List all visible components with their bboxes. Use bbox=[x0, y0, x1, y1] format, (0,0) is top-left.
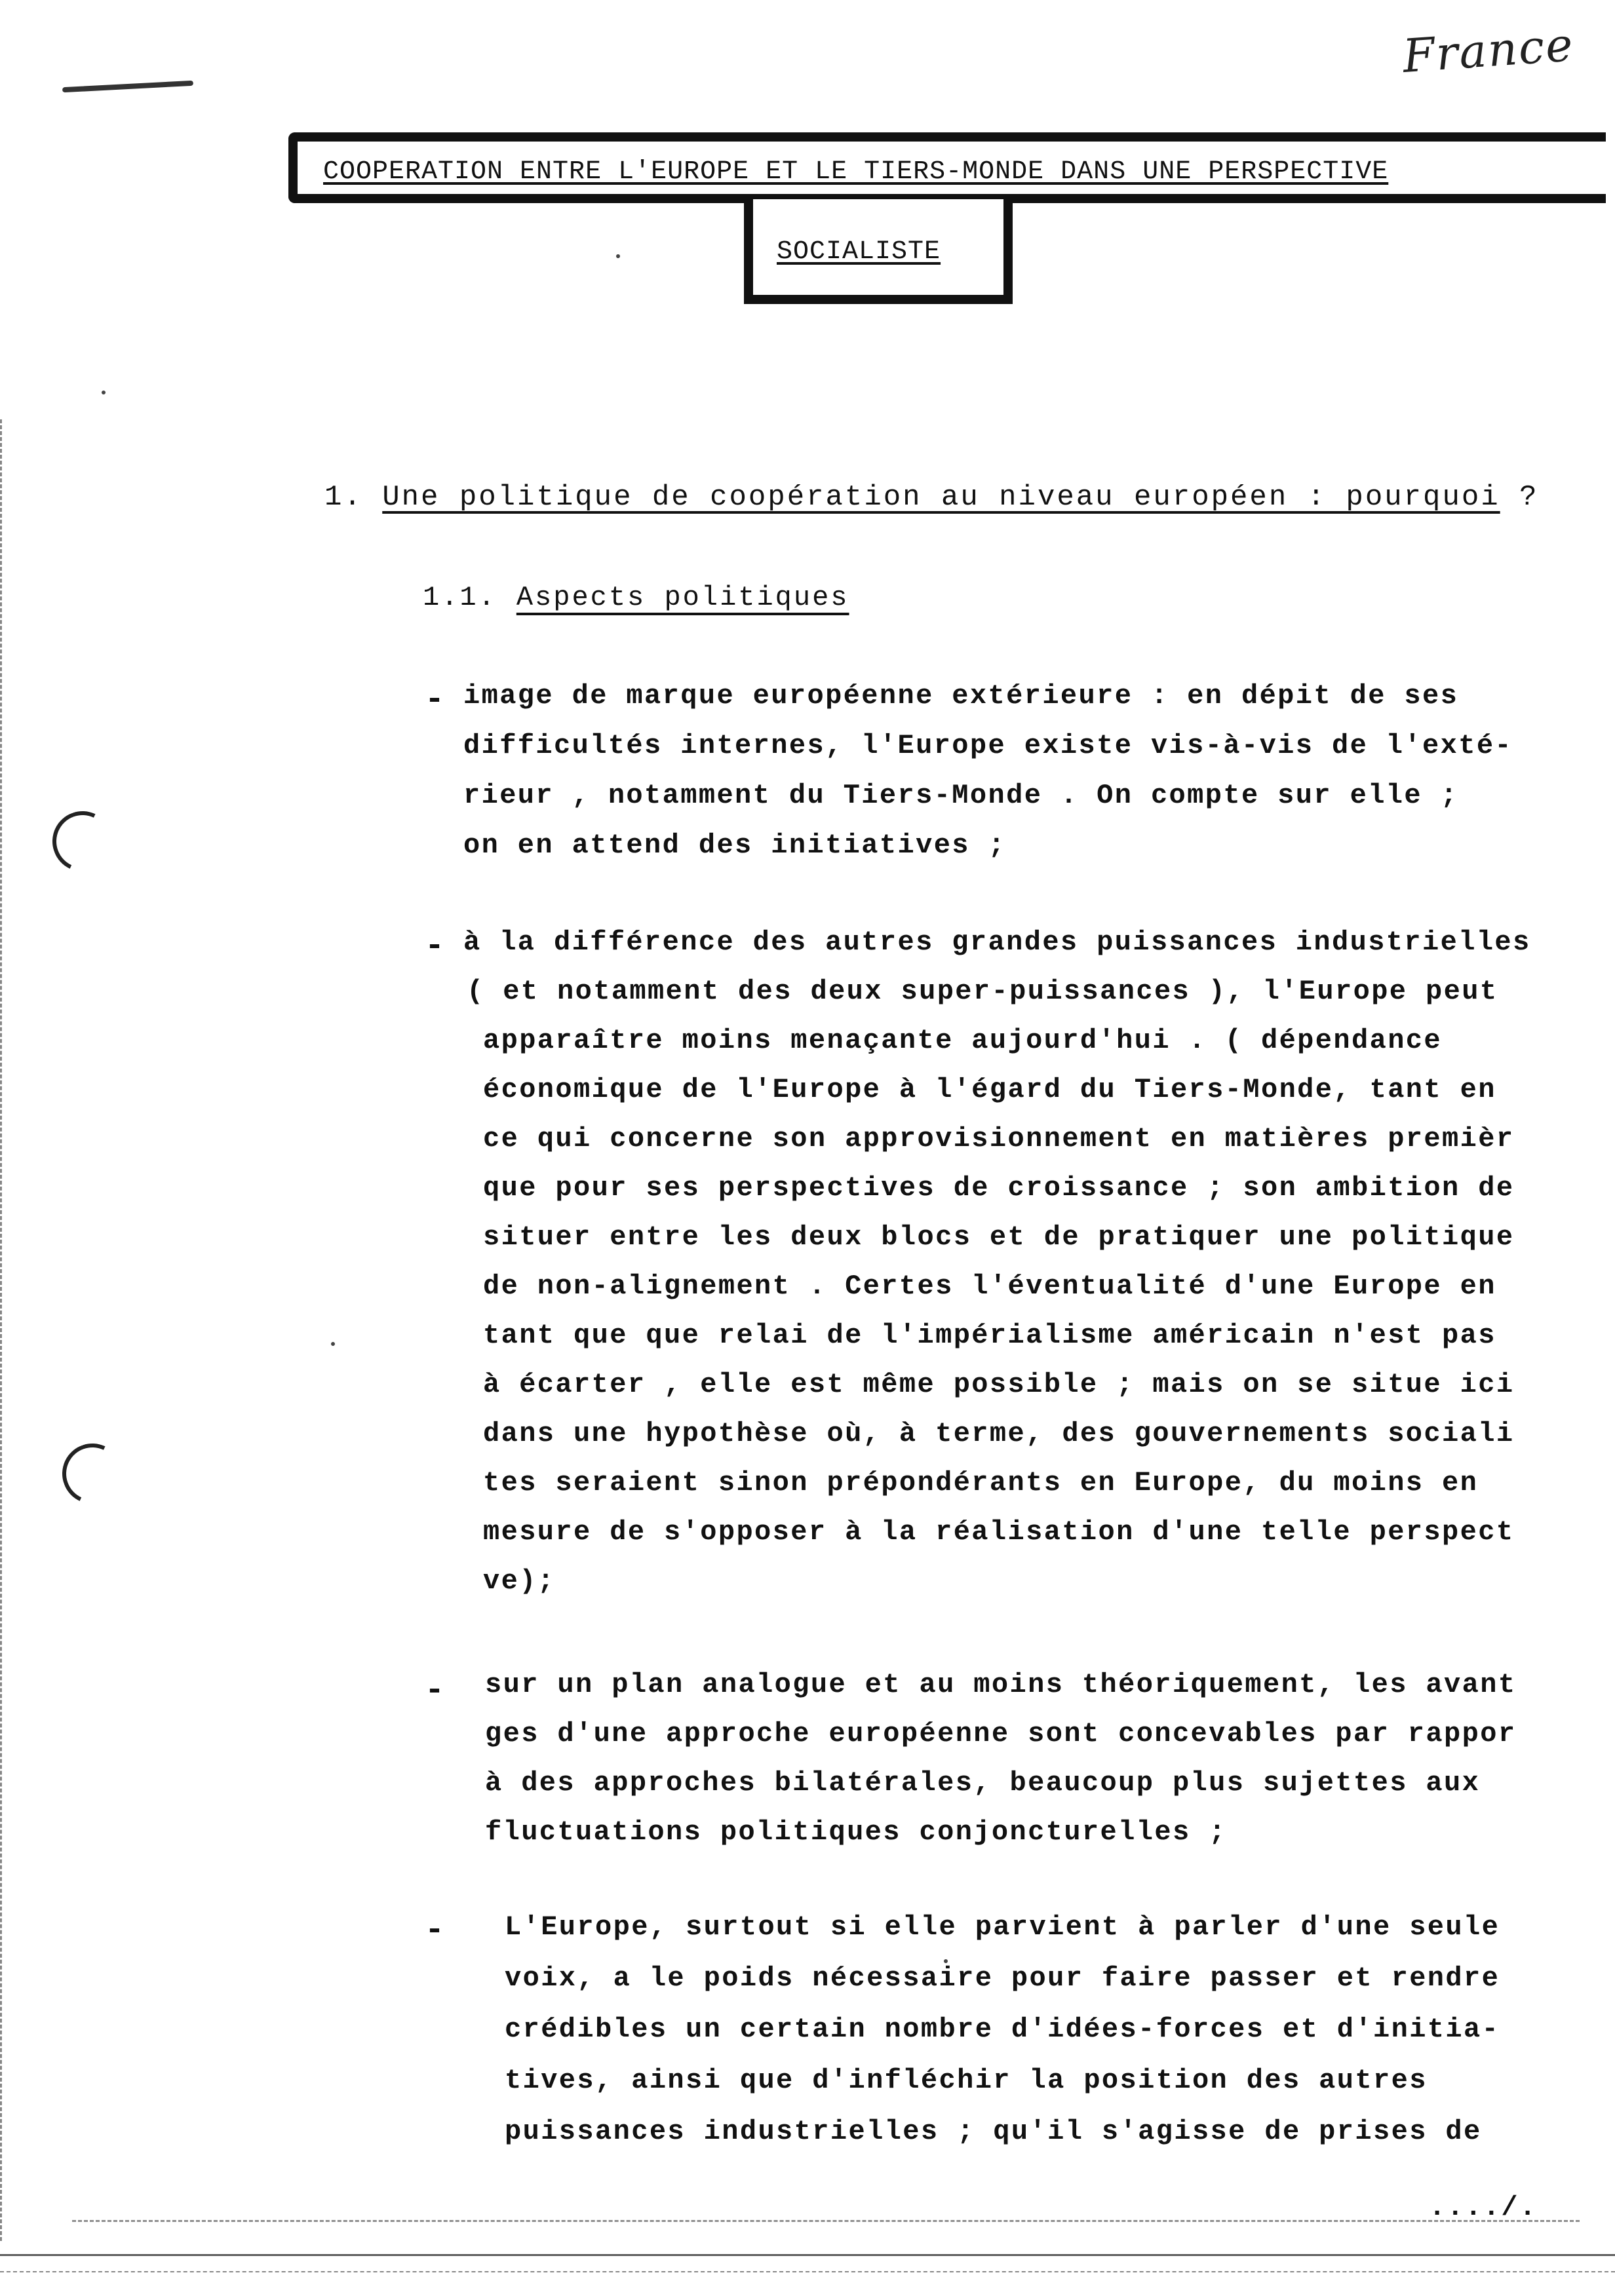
paragraph-line: que pour ses perspectives de croissance ; son ambition de bbox=[483, 1172, 1515, 1204]
paragraph-line: difficultés internes, l'Europe existe vis-à-vis de l'exté- bbox=[463, 730, 1513, 761]
paragraph-line: on en attend des initiatives ; bbox=[463, 830, 1007, 861]
punch-hole-icon bbox=[54, 1435, 131, 1512]
paragraph-line: puissances industrielles ; qu'il s'agisse de prises de bbox=[505, 2116, 1482, 2147]
scan-speck bbox=[331, 1342, 335, 1346]
bullet-dash: - bbox=[425, 681, 445, 719]
paragraph-line: sur un plan analogue et au moins théoriquement, les avant bbox=[485, 1669, 1517, 1700]
scan-speck bbox=[616, 254, 620, 258]
section-question-mark: ? bbox=[1519, 481, 1539, 514]
punch-hole-icon bbox=[44, 803, 121, 880]
paragraph-line: voix, a le poids nécessaire pour faire passer et rendre bbox=[505, 1962, 1500, 1994]
paragraph-line: ce qui concerne son approvisionnement en matières premièr bbox=[483, 1123, 1515, 1155]
bullet-dash: - bbox=[425, 1912, 445, 1949]
scan-bottom-dashes bbox=[72, 2220, 1580, 2226]
paragraph-line: rieur , notamment du Tiers-Monde . On compte sur elle ; bbox=[463, 780, 1459, 811]
paragraph-line: L'Europe, surtout si elle parvient à parler d'une seule bbox=[505, 1911, 1500, 1943]
paragraph-line: tant que que relai de l'impérialisme américain n'est pas bbox=[483, 1320, 1496, 1351]
scan-bottom-edge bbox=[0, 2271, 1615, 2275]
scan-mark-top-left bbox=[62, 81, 193, 92]
paragraph-line: mesure de s'opposer à la réalisation d'une telle perspect bbox=[483, 1516, 1515, 1548]
continuation-mark: ..../. bbox=[1429, 2192, 1538, 2223]
document-title-line2: SOCIALISTE bbox=[777, 237, 941, 267]
paragraph-line: économique de l'Europe à l'égard du Tiers-Monde, tant en bbox=[483, 1074, 1496, 1105]
bullet-dash: - bbox=[425, 928, 445, 965]
section-heading bbox=[324, 481, 1538, 514]
scan-left-edge bbox=[0, 419, 12, 2241]
handwritten-note: France bbox=[1401, 17, 1576, 84]
subsection-heading bbox=[423, 582, 849, 613]
paragraph-line: tives, ainsi que d'infléchir la position des autres bbox=[505, 2065, 1428, 2096]
section-number: 1. bbox=[324, 481, 363, 514]
subsection-number: 1.1. bbox=[423, 582, 497, 613]
paragraph-line: tes seraient sinon prépondérants en Europe, du moins en bbox=[483, 1467, 1479, 1499]
subsection-title: Aspects politiques bbox=[516, 582, 849, 613]
paragraph-line: crédibles un certain nombre d'idées-forces et d'initia- bbox=[505, 2014, 1500, 2045]
paragraph-line: image de marque européenne extérieure : en dépit de ses bbox=[463, 680, 1459, 712]
paragraph-line: ges d'une approche européenne sont concevables par rappor bbox=[485, 1718, 1517, 1750]
paragraph-line: à des approches bilatérales, beaucoup plus sujettes aux bbox=[485, 1767, 1481, 1799]
paragraph-line: de non-alignement . Certes l'éventualité d'une Europe en bbox=[483, 1271, 1496, 1302]
scan-speck bbox=[102, 391, 106, 394]
bullet-dash: - bbox=[425, 1672, 445, 1710]
scan-bottom-edge bbox=[0, 2254, 1615, 2260]
paragraph-line: ve); bbox=[483, 1565, 556, 1597]
paragraph-line: situer entre les deux blocs et de pratiquer une politique bbox=[483, 1221, 1515, 1253]
paragraph-line: à écarter , elle est même possible ; mais on se situe ici bbox=[483, 1369, 1515, 1400]
paragraph-line: dans une hypothèse où, à terme, des gouvernements sociali bbox=[483, 1418, 1515, 1449]
paragraph-line: à la différence des autres grandes puissances industrielles bbox=[463, 927, 1531, 958]
document-title: COOPERATION ENTRE L'EUROPE ET LE TIERS-MONDE DANS UNE PERSPECTIVE bbox=[323, 157, 1389, 187]
section-title: Une politique de coopération au niveau européen : pourquoi bbox=[382, 481, 1500, 514]
paragraph-line: ( et notamment des deux super-puissances ), l'Europe peut bbox=[467, 976, 1498, 1007]
paragraph-line: fluctuations politiques conjoncturelles ; bbox=[485, 1816, 1227, 1848]
paragraph-line: apparaître moins menaçante aujourd'hui . ( dépendance bbox=[483, 1025, 1443, 1056]
